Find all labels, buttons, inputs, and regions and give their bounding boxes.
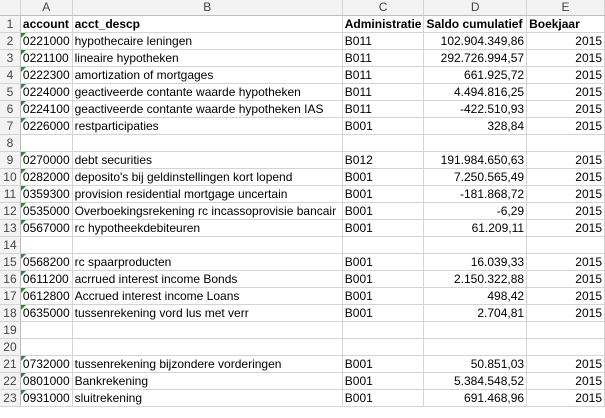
cell-b[interactable]: geactiveerde contante waarde hypotheken xyxy=(72,84,342,101)
cell-c[interactable] xyxy=(342,322,424,339)
cell-e[interactable]: 2015 xyxy=(527,305,605,322)
row-header[interactable]: 8 xyxy=(0,135,20,152)
cell-a[interactable]: 0931000 xyxy=(20,390,72,407)
table-row xyxy=(0,135,605,152)
cell-b[interactable] xyxy=(72,135,342,152)
cell-c[interactable]: B001 xyxy=(342,356,424,373)
grid-body xyxy=(0,16,605,407)
table-row xyxy=(0,67,605,84)
row-header[interactable]: 13 xyxy=(0,220,20,237)
cell-b[interactable]: Accrued interest income Loans xyxy=(72,288,342,305)
cell-e[interactable]: 2015 xyxy=(527,152,605,169)
row-header[interactable]: 7 xyxy=(0,118,20,135)
table-row xyxy=(0,33,605,50)
cell-e[interactable]: 2015 xyxy=(527,220,605,237)
cell-d[interactable]: 292.726.994,57 xyxy=(424,50,527,67)
cell-d[interactable]: 328,84 xyxy=(424,118,527,135)
cell-d[interactable]: 498,42 xyxy=(424,288,527,305)
cell-d[interactable]: 2.150.322,88 xyxy=(424,271,527,288)
cell-a[interactable]: 0732000 xyxy=(20,356,72,373)
cell-d[interactable]: 102.904.349,86 xyxy=(424,33,527,50)
cell-b[interactable]: Overboekingsrekening rc incassoprovisie bancair xyxy=(72,203,342,220)
cell-c[interactable] xyxy=(342,135,424,152)
cell-b[interactable]: amortization of mortgages xyxy=(72,67,342,84)
cell-b[interactable]: lineaire hypotheken xyxy=(72,50,342,67)
cell-c[interactable]: B001 xyxy=(342,390,424,407)
row-header[interactable]: 23 xyxy=(0,390,20,407)
cell-a[interactable]: 0270000 xyxy=(20,152,72,169)
cell-d[interactable] xyxy=(424,237,527,254)
row-header[interactable]: 4 xyxy=(0,67,20,84)
cell-e[interactable] xyxy=(527,135,605,152)
cell-c[interactable]: Administratie xyxy=(342,16,424,33)
cell-c[interactable]: B001 xyxy=(342,169,424,186)
cell-e[interactable]: 2015 xyxy=(527,186,605,203)
cell-e[interactable]: 2015 xyxy=(527,118,605,135)
column-header-row xyxy=(0,0,605,16)
row-header[interactable]: 20 xyxy=(0,339,20,356)
cell-a[interactable]: account xyxy=(20,16,72,33)
cell-b[interactable] xyxy=(72,339,342,356)
table-row xyxy=(0,118,605,135)
cell-a[interactable]: 0568200 xyxy=(20,254,72,271)
cell-e[interactable] xyxy=(527,339,605,356)
cell-b[interactable]: sluitrekening xyxy=(72,390,342,407)
row-header[interactable]: 3 xyxy=(0,50,20,67)
table-row xyxy=(0,84,605,101)
cell-a[interactable]: 0221000 xyxy=(20,33,72,50)
cell-c[interactable]: B001 xyxy=(342,186,424,203)
column-header-d[interactable]: D xyxy=(424,0,527,16)
cell-b[interactable]: acrrued interest income Bonds xyxy=(72,271,342,288)
cell-e[interactable]: 2015 xyxy=(527,288,605,305)
table-row xyxy=(0,152,605,169)
cell-d[interactable]: -6,29 xyxy=(424,203,527,220)
row-header[interactable]: 19 xyxy=(0,322,20,339)
cell-e[interactable]: 2015 xyxy=(527,84,605,101)
cell-e[interactable]: 2015 xyxy=(527,101,605,118)
cell-b[interactable]: provision residential mortgage uncertain xyxy=(72,186,342,203)
cell-a[interactable]: 0359300 xyxy=(20,186,72,203)
row-header[interactable]: 11 xyxy=(0,186,20,203)
cell-b[interactable]: rc spaarproducten xyxy=(72,254,342,271)
cell-e[interactable]: 2015 xyxy=(527,271,605,288)
table-row xyxy=(0,271,605,288)
cell-d[interactable]: 191.984.650,63 xyxy=(424,152,527,169)
cell-b[interactable]: tussenrekening vord lus met verr xyxy=(72,305,342,322)
cell-e[interactable]: 2015 xyxy=(527,203,605,220)
cell-c[interactable]: B011 xyxy=(342,67,424,84)
row-header[interactable]: 5 xyxy=(0,84,20,101)
cell-c[interactable]: B011 xyxy=(342,84,424,101)
row-header[interactable]: 15 xyxy=(0,254,20,271)
row-header[interactable]: 17 xyxy=(0,288,20,305)
cell-d[interactable] xyxy=(424,339,527,356)
row-header[interactable]: 6 xyxy=(0,101,20,118)
cell-d[interactable] xyxy=(424,135,527,152)
table-row xyxy=(0,305,605,322)
cell-b[interactable] xyxy=(72,322,342,339)
cell-b[interactable] xyxy=(72,237,342,254)
cell-c[interactable]: B001 xyxy=(342,254,424,271)
cell-d[interactable]: 5.384.548,52 xyxy=(424,373,527,390)
cell-d[interactable]: 7.250.565,49 xyxy=(424,169,527,186)
cell-e[interactable]: 2015 xyxy=(527,390,605,407)
cell-e[interactable]: 2015 xyxy=(527,373,605,390)
cell-d[interactable]: -422.510,93 xyxy=(424,101,527,118)
cell-c[interactable]: B001 xyxy=(342,203,424,220)
cell-c[interactable]: B012 xyxy=(342,152,424,169)
cell-b[interactable]: debt securities xyxy=(72,152,342,169)
row-header[interactable]: 14 xyxy=(0,237,20,254)
cell-d[interactable]: -181.868,72 xyxy=(424,186,527,203)
table-row xyxy=(0,339,605,356)
cell-b[interactable]: hypothecaire leningen xyxy=(72,33,342,50)
cell-c[interactable]: B001 xyxy=(342,305,424,322)
cell-a[interactable]: 0567000 xyxy=(20,220,72,237)
table-row xyxy=(0,101,605,118)
cell-a[interactable]: 0221100 xyxy=(20,50,72,67)
row-header[interactable]: 10 xyxy=(0,169,20,186)
cell-d[interactable]: 50.851,03 xyxy=(424,356,527,373)
cell-a[interactable]: 0535000 xyxy=(20,203,72,220)
table-row xyxy=(0,390,605,407)
cell-e[interactable]: Boekjaar xyxy=(527,16,605,33)
cell-a[interactable]: 0282000 xyxy=(20,169,72,186)
cell-e[interactable]: 2015 xyxy=(527,67,605,84)
cell-a[interactable]: 0612800 xyxy=(20,288,72,305)
cell-d[interactable]: 691.468,96 xyxy=(424,390,527,407)
cell-a[interactable]: 0224100 xyxy=(20,101,72,118)
table-row xyxy=(0,322,605,339)
column-header-e[interactable]: E xyxy=(527,0,605,16)
cell-a[interactable]: 0635000 xyxy=(20,305,72,322)
cell-d[interactable]: 16.039,33 xyxy=(424,254,527,271)
row-header[interactable]: 9 xyxy=(0,152,20,169)
column-header-c[interactable]: C xyxy=(342,0,424,16)
cell-b[interactable]: deposito's bij geldinstellingen kort lopend xyxy=(72,169,342,186)
cell-b[interactable]: acct_descp xyxy=(72,16,342,33)
cell-d[interactable]: Saldo cumulatief xyxy=(424,16,527,33)
cell-e[interactable] xyxy=(527,322,605,339)
cell-b[interactable]: rc hypotheekdebiteuren xyxy=(72,220,342,237)
row-header[interactable]: 16 xyxy=(0,271,20,288)
cell-c[interactable]: B001 xyxy=(342,220,424,237)
cell-c[interactable]: B001 xyxy=(342,373,424,390)
cell-d[interactable]: 4.494.816,25 xyxy=(424,84,527,101)
table-row xyxy=(0,169,605,186)
table-row xyxy=(0,16,605,33)
cell-e[interactable]: 2015 xyxy=(527,33,605,50)
column-header-a[interactable]: A xyxy=(20,0,72,16)
cell-e[interactable] xyxy=(527,237,605,254)
cell-c[interactable]: B001 xyxy=(342,288,424,305)
cell-b[interactable]: tussenrekening bijzondere vorderingen xyxy=(72,356,342,373)
cell-c[interactable]: B011 xyxy=(342,101,424,118)
cell-a[interactable]: 0801000 xyxy=(20,373,72,390)
cell-b[interactable]: restparticipaties xyxy=(72,118,342,135)
cell-d[interactable] xyxy=(424,322,527,339)
cell-e[interactable]: 2015 xyxy=(527,356,605,373)
cell-a[interactable]: 0222300 xyxy=(20,67,72,84)
cell-d[interactable]: 2.704,81 xyxy=(424,305,527,322)
cell-c[interactable]: B011 xyxy=(342,50,424,67)
cell-d[interactable]: 661.925,72 xyxy=(424,67,527,84)
row-header[interactable]: 2 xyxy=(0,33,20,50)
row-header[interactable]: 18 xyxy=(0,305,20,322)
cell-e[interactable]: 2015 xyxy=(527,50,605,67)
cell-b[interactable]: Bankrekening xyxy=(72,373,342,390)
cell-c[interactable]: B001 xyxy=(342,271,424,288)
table-row xyxy=(0,220,605,237)
cell-c[interactable]: B011 xyxy=(342,33,424,50)
cell-c[interactable] xyxy=(342,237,424,254)
cell-a[interactable]: 0611200 xyxy=(20,271,72,288)
cell-e[interactable]: 2015 xyxy=(527,254,605,271)
cell-c[interactable]: B001 xyxy=(342,118,424,135)
row-header[interactable]: 1 xyxy=(0,16,20,33)
row-header[interactable]: 21 xyxy=(0,356,20,373)
table-row xyxy=(0,50,605,67)
cell-b[interactable]: geactiveerde contante waarde hypotheken IAS xyxy=(72,101,342,118)
table-row xyxy=(0,356,605,373)
column-header-b[interactable]: B xyxy=(72,0,342,16)
cell-c[interactable] xyxy=(342,339,424,356)
row-header[interactable]: 22 xyxy=(0,373,20,390)
table-row xyxy=(0,237,605,254)
table-row xyxy=(0,373,605,390)
cell-d[interactable]: 61.209,11 xyxy=(424,220,527,237)
cell-a[interactable]: 0224000 xyxy=(20,84,72,101)
cell-a[interactable] xyxy=(20,237,72,254)
cell-a[interactable]: 0226000 xyxy=(20,118,72,135)
cell-a[interactable] xyxy=(20,339,72,356)
row-header[interactable]: 12 xyxy=(0,203,20,220)
cell-e[interactable]: 2015 xyxy=(527,169,605,186)
cell-a[interactable] xyxy=(20,135,72,152)
table-row xyxy=(0,186,605,203)
cell-a[interactable] xyxy=(20,322,72,339)
table-row xyxy=(0,288,605,305)
table-row xyxy=(0,254,605,271)
select-all-corner[interactable] xyxy=(0,0,20,16)
table-row xyxy=(0,203,605,220)
